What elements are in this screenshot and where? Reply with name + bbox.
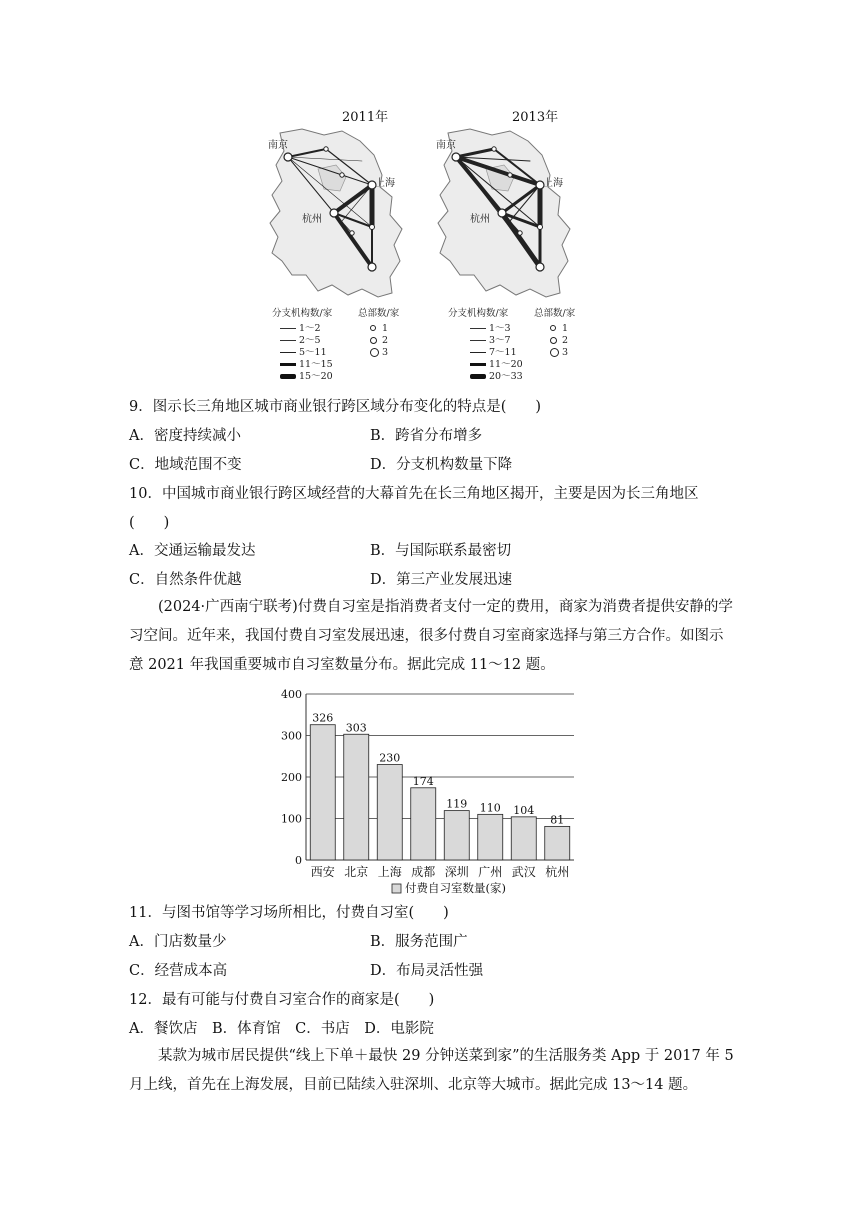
y-tick-label: 400 <box>281 688 302 701</box>
x-tick-label: 深圳 <box>444 865 469 879</box>
q10-option-a: A．交通运输最发达 <box>129 543 256 559</box>
data-label: 230 <box>379 751 401 765</box>
q12-options: A．餐饮店 B．体育馆 C．书店 D．电影院 <box>129 1021 434 1037</box>
legend-branch-item: 15～20 <box>299 370 333 382</box>
legend-branch-item: 7～11 <box>489 346 517 358</box>
legend-branch-list <box>470 322 523 382</box>
bar <box>411 788 436 860</box>
city-label-hangzhou: 杭州 <box>470 214 490 225</box>
data-label: 81 <box>550 813 565 827</box>
y-tick-label: 300 <box>281 729 302 743</box>
bar-chart <box>270 684 580 896</box>
legend-branch-item: 1～2 <box>299 322 321 334</box>
data-label: 119 <box>446 797 468 811</box>
network-map-2013 <box>430 125 590 305</box>
map-figure-2013 <box>430 100 595 382</box>
legend-branch-item: 3～7 <box>489 334 511 346</box>
q9-option-b: B．跨省分布增多 <box>370 428 483 444</box>
data-label: 303 <box>345 721 367 735</box>
q10-option-c: C．自然条件优越 <box>129 572 242 588</box>
q9-option-a: A．密度持续减小 <box>129 428 241 444</box>
legend-branch-title: 分支机构数/家 <box>272 308 333 319</box>
bar <box>377 765 402 860</box>
y-tick-label: 100 <box>281 812 302 826</box>
x-tick-label: 广州 <box>478 865 503 879</box>
data-label: 174 <box>412 774 434 788</box>
legend-hq-item: 3 <box>562 346 569 358</box>
x-tick-label: 西安 <box>310 865 335 879</box>
legend-branch-item: 1～3 <box>489 322 511 334</box>
q11-option-b: B．服务范围广 <box>370 934 468 950</box>
legend-hq-item: 1 <box>382 322 389 334</box>
city-label-nanjing: 南京 <box>268 140 288 151</box>
legend-hq-title: 总部数/家 <box>534 308 576 319</box>
city-label-nanjing: 南京 <box>436 140 456 151</box>
intro-paragraph-2: 某款为城市居民提供“线上下单＋最快 29 分钟送菜到家”的生活服务类 App 于 2017 年 5 月上线，首先在上海发展，目前已陆续入驻深圳、北京等大城市。据此完成 13～14 题。 <box>129 1048 734 1093</box>
legend-label: 付费自习室数量(家) <box>405 881 506 895</box>
question-12-stem: 12．最有可能与付费自习室合作的商家是( ) <box>129 992 435 1008</box>
data-label: 110 <box>479 801 501 815</box>
q11-option-c: C．经营成本高 <box>129 963 228 979</box>
intro-paragraph-1: (2024·广西南宁联考)付费自习室是指消费者支付一定的费用，商家为消费者提供安静的学习空间。近年来，我国付费自习室发展迅速，很多付费自习室商家选择与第三方合作。如图示意 2021 年我国重要城市自习室数量分布。据此完成 11～12 题。 <box>129 599 733 673</box>
bar <box>444 811 469 860</box>
question-11-stem: 11．与图书馆等学习场所相比，付费自习室( ) <box>129 905 449 921</box>
question-10-stem-cont: ( ) <box>129 515 170 531</box>
legend-hq-list <box>370 322 388 358</box>
question-10-stem: 10．中国城市商业银行跨区域经营的大幕首先在长三角地区揭开，主要是因为长三角地区 <box>129 486 699 502</box>
legend-branch-title: 分支机构数/家 <box>448 308 509 319</box>
legend-hq-item: 2 <box>562 334 569 346</box>
city-label-shanghai: 上海 <box>375 178 395 189</box>
legend-branch-item: 5～11 <box>299 346 327 358</box>
network-map-2011 <box>262 125 412 305</box>
legend-hq-list <box>550 322 568 358</box>
city-label-hangzhou: 杭州 <box>302 214 322 225</box>
city-label-shanghai: 上海 <box>543 178 563 189</box>
x-tick-label: 上海 <box>377 865 402 879</box>
bar <box>344 734 369 860</box>
q9-option-d: D．分支机构数量下降 <box>370 457 513 473</box>
legend-branch-item: 11～15 <box>299 358 333 370</box>
legend-branch-item: 20～33 <box>489 370 523 382</box>
x-tick-label: 杭州 <box>545 865 570 879</box>
q11-option-d: D．布局灵活性强 <box>370 963 484 979</box>
legend-branch-item: 11～20 <box>489 358 523 370</box>
legend-hq-item: 1 <box>562 322 569 334</box>
x-tick-label: 武汉 <box>511 865 536 879</box>
bar <box>310 725 335 860</box>
legend-branch-list <box>280 322 333 382</box>
q9-option-c: C．地域范围不变 <box>129 457 242 473</box>
data-label: 104 <box>513 803 535 817</box>
bar <box>478 814 503 860</box>
bar <box>545 826 570 860</box>
data-label: 326 <box>312 711 334 725</box>
q11-option-a: A．门店数量少 <box>129 934 227 950</box>
legend-swatch <box>392 884 401 893</box>
map-figure-2011 <box>262 100 412 382</box>
legend-hq-title: 总部数/家 <box>358 308 400 319</box>
y-tick-label: 200 <box>281 771 302 784</box>
legend-branch-item: 2～5 <box>299 334 321 346</box>
question-9-stem: 9．图示长三角地区城市商业银行跨区域分布变化的特点是( ) <box>129 399 542 415</box>
y-tick-label: 0 <box>295 854 302 867</box>
map-title-2011: 2011年 <box>342 110 389 125</box>
bar <box>511 817 536 860</box>
legend-hq-item: 2 <box>382 334 389 346</box>
legend-hq-item: 3 <box>382 346 389 358</box>
x-tick-label: 北京 <box>344 865 369 879</box>
q10-option-d: D．第三产业发展迅速 <box>370 572 513 588</box>
q10-option-b: B．与国际联系最密切 <box>370 543 512 559</box>
map-title-2013: 2013年 <box>512 110 559 125</box>
x-tick-label: 成都 <box>411 865 436 879</box>
